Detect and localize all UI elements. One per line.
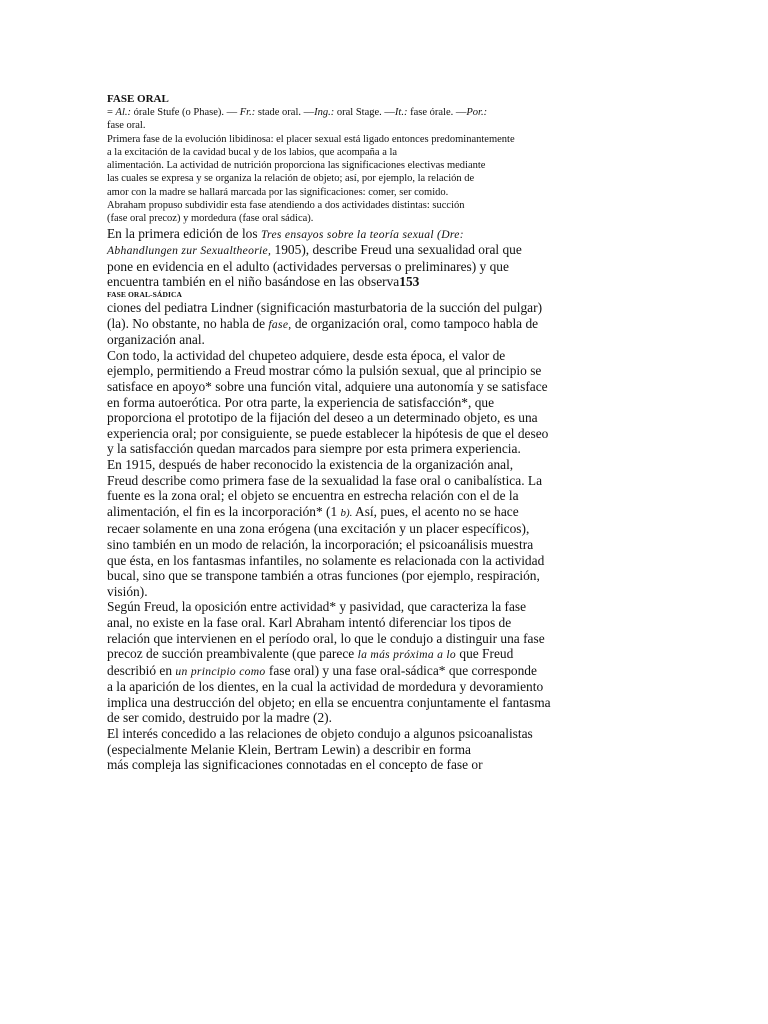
body-line: El interés concedido a las relaciones de objeto condujo a algunos psicoanalistas [107,726,533,742]
reference: b). [340,506,353,519]
definition-line: fase oral. [107,120,146,132]
book-title: Abhandlungen zur Sexualtheorie, [107,244,272,258]
abbr-al: Al.: [115,107,131,118]
definition-line: (fase oral precoz) y mordedura (fase oral sádica). [107,213,314,225]
definition-line: las cuales se expresa y se organiza la relación de objeto; así, por ejemplo, la relación de [107,173,475,185]
body-line: sino también en un modo de relación, la incorporación; el psicoanálisis muestra [107,536,534,552]
page-number: 153 [399,274,420,290]
definition-line: alimentación. La actividad de nutrición proporciona las significaciones electivas mediante [107,160,486,172]
body-line: y la satisfacción quedan marcados para siempre por esta primera experiencia. [107,441,521,457]
abbr-it: It.: [394,107,408,118]
body-line: anal, no existe en la fase oral. Karl Abraham intentó diferenciar los tipos de [107,614,512,630]
running-head: FASE ORAL-SÁDICA [107,290,183,300]
definition-line: amor con la madre se hallará marcada por las significaciones: comer, ser comido. [107,186,449,198]
body-line: satisface en apoyo* sobre una función vital, adquiere una autonomía y se satisface [107,379,548,395]
entry-title: FASE ORAL [107,93,169,105]
body-line: más compleja las significaciones connotadas en el concepto de fase or [107,757,483,773]
body-line: En la primera edición de los Tres ensayos sobre la teoría sexual (Dre: [107,225,464,241]
body-line: pone en evidencia en el adulto (actividades perversas o preliminares) y que [107,258,509,274]
body-line: bucal, sino que se transpone también a otras funciones (por ejemplo, respiración, [107,568,540,584]
book-title: Tres ensayos sobre la teoría sexual (Dre: [260,227,464,241]
body-line: precoz de succión preambivalente (que parece la más próxima a lo que Freud [107,646,514,662]
body-line: describió en un principio como fase oral) y una fase oral-sádica* que corresponde [107,662,537,678]
definition-line: a la excitación de la cavidad bucal y de los labios, que acompaña a la [107,146,398,158]
body-line: de ser comido, destruido por la madre (2). [107,710,332,726]
abbr-fr: Fr.: [239,107,256,118]
definition-line: Primera fase de la evolución libidinosa: el placer sexual está ligado entonces predominantemente [107,133,515,145]
body-line: proporciona el prototipo de la fijación del deseo a un determinado objeto, es una [107,410,538,426]
body-line: que ésta, en los fantasmas infantiles, no solamente es relacionada con la actividad [107,552,545,568]
definition-line: Abraham propuso subdividir esta fase atendiendo a dos actividades distintas: succión [107,200,465,212]
body-line: Con todo, la actividad del chupeteo adquiere, desde esta época, el valor de [107,347,506,363]
abbr-por: Por.: [466,107,488,118]
body-line: en forma autoerótica. Por otra parte, la experiencia de satisfacción*, que [107,394,495,410]
body-line: implica una destrucción del objeto; en ella se encuentra conjuntamente el fantasma [107,694,551,710]
body-line: organización anal. [107,332,205,348]
emphasis: un principio como [175,664,266,678]
body-line: ciones del pediatra Lindner (significación masturbatoria de la succión del pulgar) [107,300,543,316]
emphasis: la más próxima a lo [357,648,457,662]
body-line: fuente es la zona oral; el objeto se encuentra en estrecha relación con el de la [107,488,519,504]
body-line: alimentación, el fin es la incorporación* (1 b). Así, pues, el acento no se hace [107,503,519,519]
body-line: Abhandlungen zur Sexualtheorie, 1905), describe Freud una sexualidad oral que [107,242,522,258]
body-line: experiencia oral; por consiguiente, se puede establecer la hipótesis de que el deseo [107,425,549,441]
emphasis: fase, [268,317,292,331]
body-line: Según Freud, la oposición entre actividad* y pasividad, que caracteriza la fase [107,599,527,615]
abbr-ing: Ing.: [314,107,335,118]
body-line: recaer solamente en una zona erógena (una excitación y un placer específicos), [107,521,530,537]
body-line: (la). No obstante, no habla de fase, de organización oral, como tampoco habla de [107,315,539,331]
translations-line: = Al.: órale Stufe (o Phase). — Fr.: stade oral. —Ing.: oral Stage. —It.: fase órale. —Por.: [107,107,488,118]
body-line: (especialmente Melanie Klein, Bertram Lewin) a describir en forma [107,741,471,757]
body-line: visión). [107,583,148,599]
document-body [107,93,667,773]
body-line: encuentra también en el niño basándose en las observa153 [107,274,420,290]
body-line: En 1915, después de haber reconocido la existencia de la organización anal, [107,456,514,472]
body-line: Freud describe como primera fase de la sexualidad la fase oral o canibalística. La [107,472,543,488]
body-line: relación que intervienen en el período oral, lo que le condujo a distinguir una fase [107,630,545,646]
body-line: ejemplo, permitiendo a Freud mostrar cómo la pulsión sexual, que al principio se [107,363,542,379]
body-line: a la aparición de los dientes, en la cual la actividad de mordedura y devoramiento [107,679,544,695]
